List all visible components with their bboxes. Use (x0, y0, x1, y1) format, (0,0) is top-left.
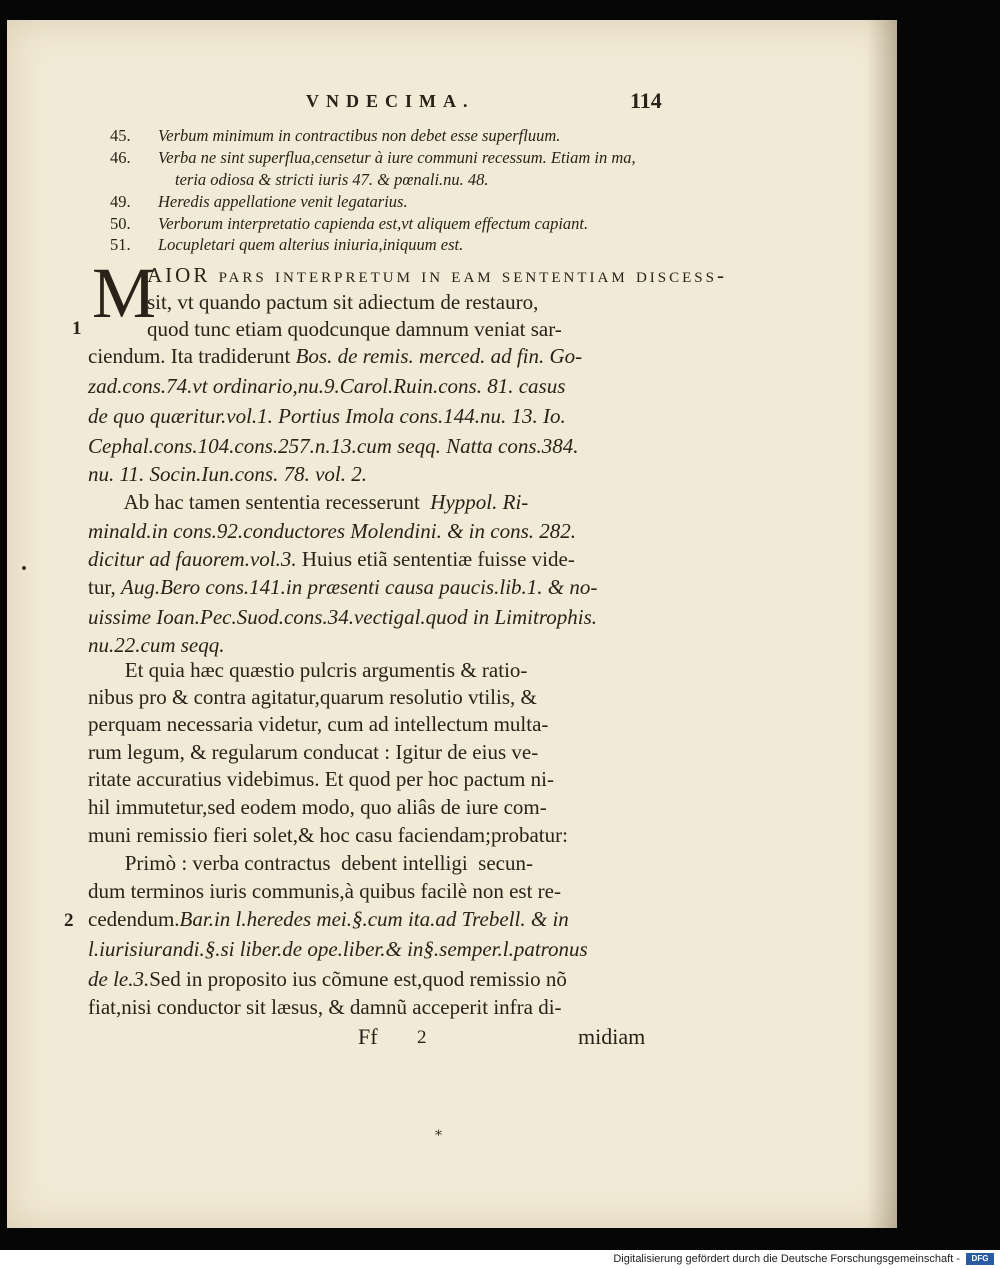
text-line: dum terminos iuris communis,à quibus facilè non est re- (88, 879, 561, 903)
summary-text: Verbum minimum in contractibus non debet esse superfluum. (158, 126, 561, 145)
page-gutter-shade (867, 20, 897, 1228)
drop-cap: M (92, 253, 157, 333)
summary-text: Heredis appellatione venit legatarius. (158, 192, 408, 211)
text-line: quod tunc etiam quodcunque damnum veniat sar- (147, 317, 562, 341)
text-line: nibus pro & contra agitatur,quarum resolutio vtilis, & (88, 685, 537, 709)
folio-number: 114 (630, 88, 662, 113)
summary-text: Locupletari quem alterius iniuria,iniquum est. (158, 235, 464, 254)
text-line: Et quia hæc quæstio pulcris argumentis & ratio- (88, 658, 528, 682)
footer-credit: Digitalisierung gefördert durch die Deutsche Forschungsgemeinschaft - (613, 1253, 960, 1265)
text-line: uissime Ioan.Pec.Suod.cons.34.vectigal.quod in Limitrophis. (88, 605, 598, 629)
text-line: nu.22.cum seqq. (88, 633, 225, 657)
text-line: sit, vt quando pactum sit adiectum de restauro, (147, 290, 539, 314)
text-line: rum legum, & regularum conducat : Igitur de eius ve- (88, 740, 539, 764)
text-line: perquam necessaria videtur, cum ad intellectum multa- (88, 712, 549, 736)
text-line: AIOR pars interpretum in eam sententiam discess- (147, 263, 727, 287)
text-line: hil immutetur,sed eodem modo, quo aliâs de iure com- (88, 795, 547, 819)
summary-text: teria odiosa & stricti iuris 47. & pœnali.nu. 48. (175, 170, 489, 189)
text-line: Ab hac tamen sententia recesserunt Hyppol. Ri- (88, 490, 529, 514)
margin-number: 2 (64, 910, 74, 931)
summary-text: Verba ne sint superflua,censetur à iure communi recessum. Etiam in ma, (158, 148, 636, 167)
text-line: dicitur ad fauorem.vol.3. Huius etiã sententiæ fuisse vide- (88, 547, 575, 571)
text-line: fiat,nisi conductor sit læsus, & damnũ acceperit infra di- (88, 995, 562, 1019)
text-line: de quo quæritur.vol.1. Portius Imola cons.144.nu. 13. Io. (88, 404, 566, 428)
summary-number: 45. (110, 126, 131, 145)
text-line: cedendum.Bar.in l.heredes mei.§.cum ita.ad Trebell. & in (88, 907, 569, 931)
summary-number: 51. (110, 235, 131, 254)
text-line: zad.cons.74.vt ordinario,nu.9.Carol.Ruin.cons. 81. casus (88, 374, 566, 398)
catchword: midiam (578, 1024, 646, 1049)
asterisk-mark: * (435, 1128, 442, 1144)
running-head: VNDECIMA. (306, 91, 475, 111)
text-line: muni remissio fieri solet,& hoc casu faciendam;probatur: (88, 823, 568, 847)
dfg-logo: DFG (966, 1253, 994, 1265)
text-line: de le.3.Sed in proposito ius cõmune est,quod remissio nõ (88, 967, 567, 991)
text-line: tur, Aug.Bero cons.141.in præsenti causa paucis.lib.1. & no- (88, 575, 598, 599)
margin-number: 1 (72, 318, 82, 339)
text-line: ritate accuratius videbimus. Et quod per hoc pactum ni- (88, 767, 554, 791)
text-line: ciendum. Ita tradiderunt Bos. de remis. merced. ad fin. Go- (88, 344, 583, 368)
text-line: Primò : verba contractus debent intelligi secun- (88, 851, 533, 875)
signature-mark: Ff (358, 1024, 378, 1049)
summary-number: 46. (110, 148, 131, 167)
summary-text: Verborum interpretatio capienda est,vt aliquem effectum capiant. (158, 214, 589, 233)
text-line: l.iurisiurandi.§.si liber.de ope.liber.& in§.semper.l.patronus (88, 937, 588, 961)
text-line: minald.in cons.92.conductores Molendini. & in cons. 282. (88, 519, 577, 543)
text-line: nu. 11. Socin.Iun.cons. 78. vol. 2. (88, 462, 367, 486)
text-line: Cephal.cons.104.cons.257.n.13.cum seqq. Natta cons.384. (88, 434, 579, 458)
summary-number: 49. (110, 192, 131, 211)
signature-number: 2 (417, 1027, 427, 1048)
ink-speck (22, 566, 26, 570)
summary-number: 50. (110, 214, 131, 233)
